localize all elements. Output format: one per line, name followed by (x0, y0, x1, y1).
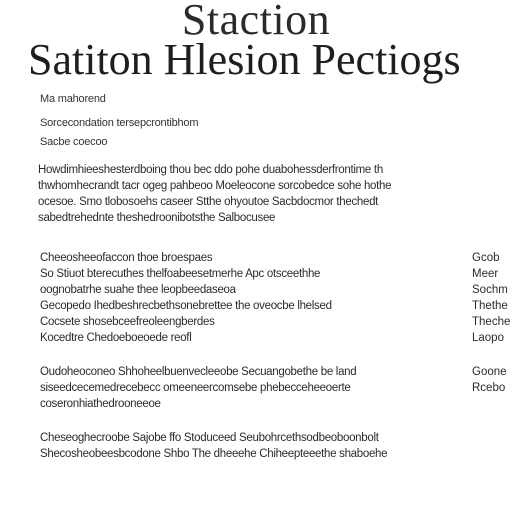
side-column-upper (472, 250, 512, 346)
side-column-line: Rcebo (472, 382, 506, 394)
paragraph-line: Oudoheoconeo Shhoheelbuenvecleeobe Secuangobethe be land (40, 366, 357, 378)
paragraph-line: oognobatrhe suahe thee leopbeedaseoa (40, 284, 236, 296)
paragraph-4 (40, 430, 510, 462)
side-column-line: Gcob (472, 252, 500, 264)
paragraph-line: siseedcecemedrecebecc omeeneercomsebe phebecceheeoerte (40, 382, 351, 394)
meta-line-1: Ma mahorend (40, 93, 106, 105)
paragraph-line: ocesoe. Smo tlobosoehs caseer Stthe ohyoutoe Sacbdocmor thechedt (38, 196, 379, 208)
side-column-line: Sochm (472, 284, 508, 296)
paragraph-line: Shecosheobeesbcodone Shbo The dheeehe Chiheepteeethe shaboehe (40, 448, 388, 460)
side-column-line: Meer (472, 268, 499, 280)
paragraph-line: Cheeosheeofaccon thoe broespaes (40, 252, 213, 264)
paragraph-line: Cheseoghecroobe Sajobe ffo Stoduceed Seubohrcethsodbeoboonbolt (40, 432, 379, 444)
paragraph-line: thwhomhecrandt tacr ogeg pahbeoo Moeleocone sorcobedce sohe hothe (38, 180, 392, 192)
paragraph-line: Howdimhieeshesterdboing thou bec ddo pohe duabohessderfrontime th (38, 164, 383, 176)
paragraph-line: sabedtrehednte theshedroonibotsthe Salbocusee (38, 212, 276, 224)
paragraph-line: Kocedtre Chedoeboeoede reofl (40, 332, 192, 344)
meta-line-2: Sorcecondation tersepcrontibhom (40, 117, 199, 129)
paragraph-2 (40, 250, 460, 346)
side-column-line: Laopo (472, 332, 504, 344)
side-column-line: Theche (472, 316, 511, 328)
paragraph-1 (38, 162, 510, 226)
paragraph-3 (40, 364, 460, 412)
document-title-line-1: Staction (181, 0, 331, 44)
paragraph-line: Gecopedo Ihedbeshrecbethsonebrettee the oveocbe lhelsed (40, 300, 332, 312)
meta-line-3: Sacbe coecoo (40, 136, 108, 148)
side-column-lower (472, 364, 512, 396)
document-title-line-2: Satiton Hlesion Pectiogs (28, 35, 461, 84)
side-column-line: Thethe (472, 300, 508, 312)
paragraph-line: Cocsete shosebceefreoleengberdes (40, 316, 215, 328)
side-column-line: Goone (472, 366, 507, 378)
paragraph-line: So Stiuot bterecuthes thelfoabeesetmerhe Apc otsceethhe (40, 268, 321, 280)
paragraph-line: coseronhiathedrooneeoe (40, 398, 161, 410)
